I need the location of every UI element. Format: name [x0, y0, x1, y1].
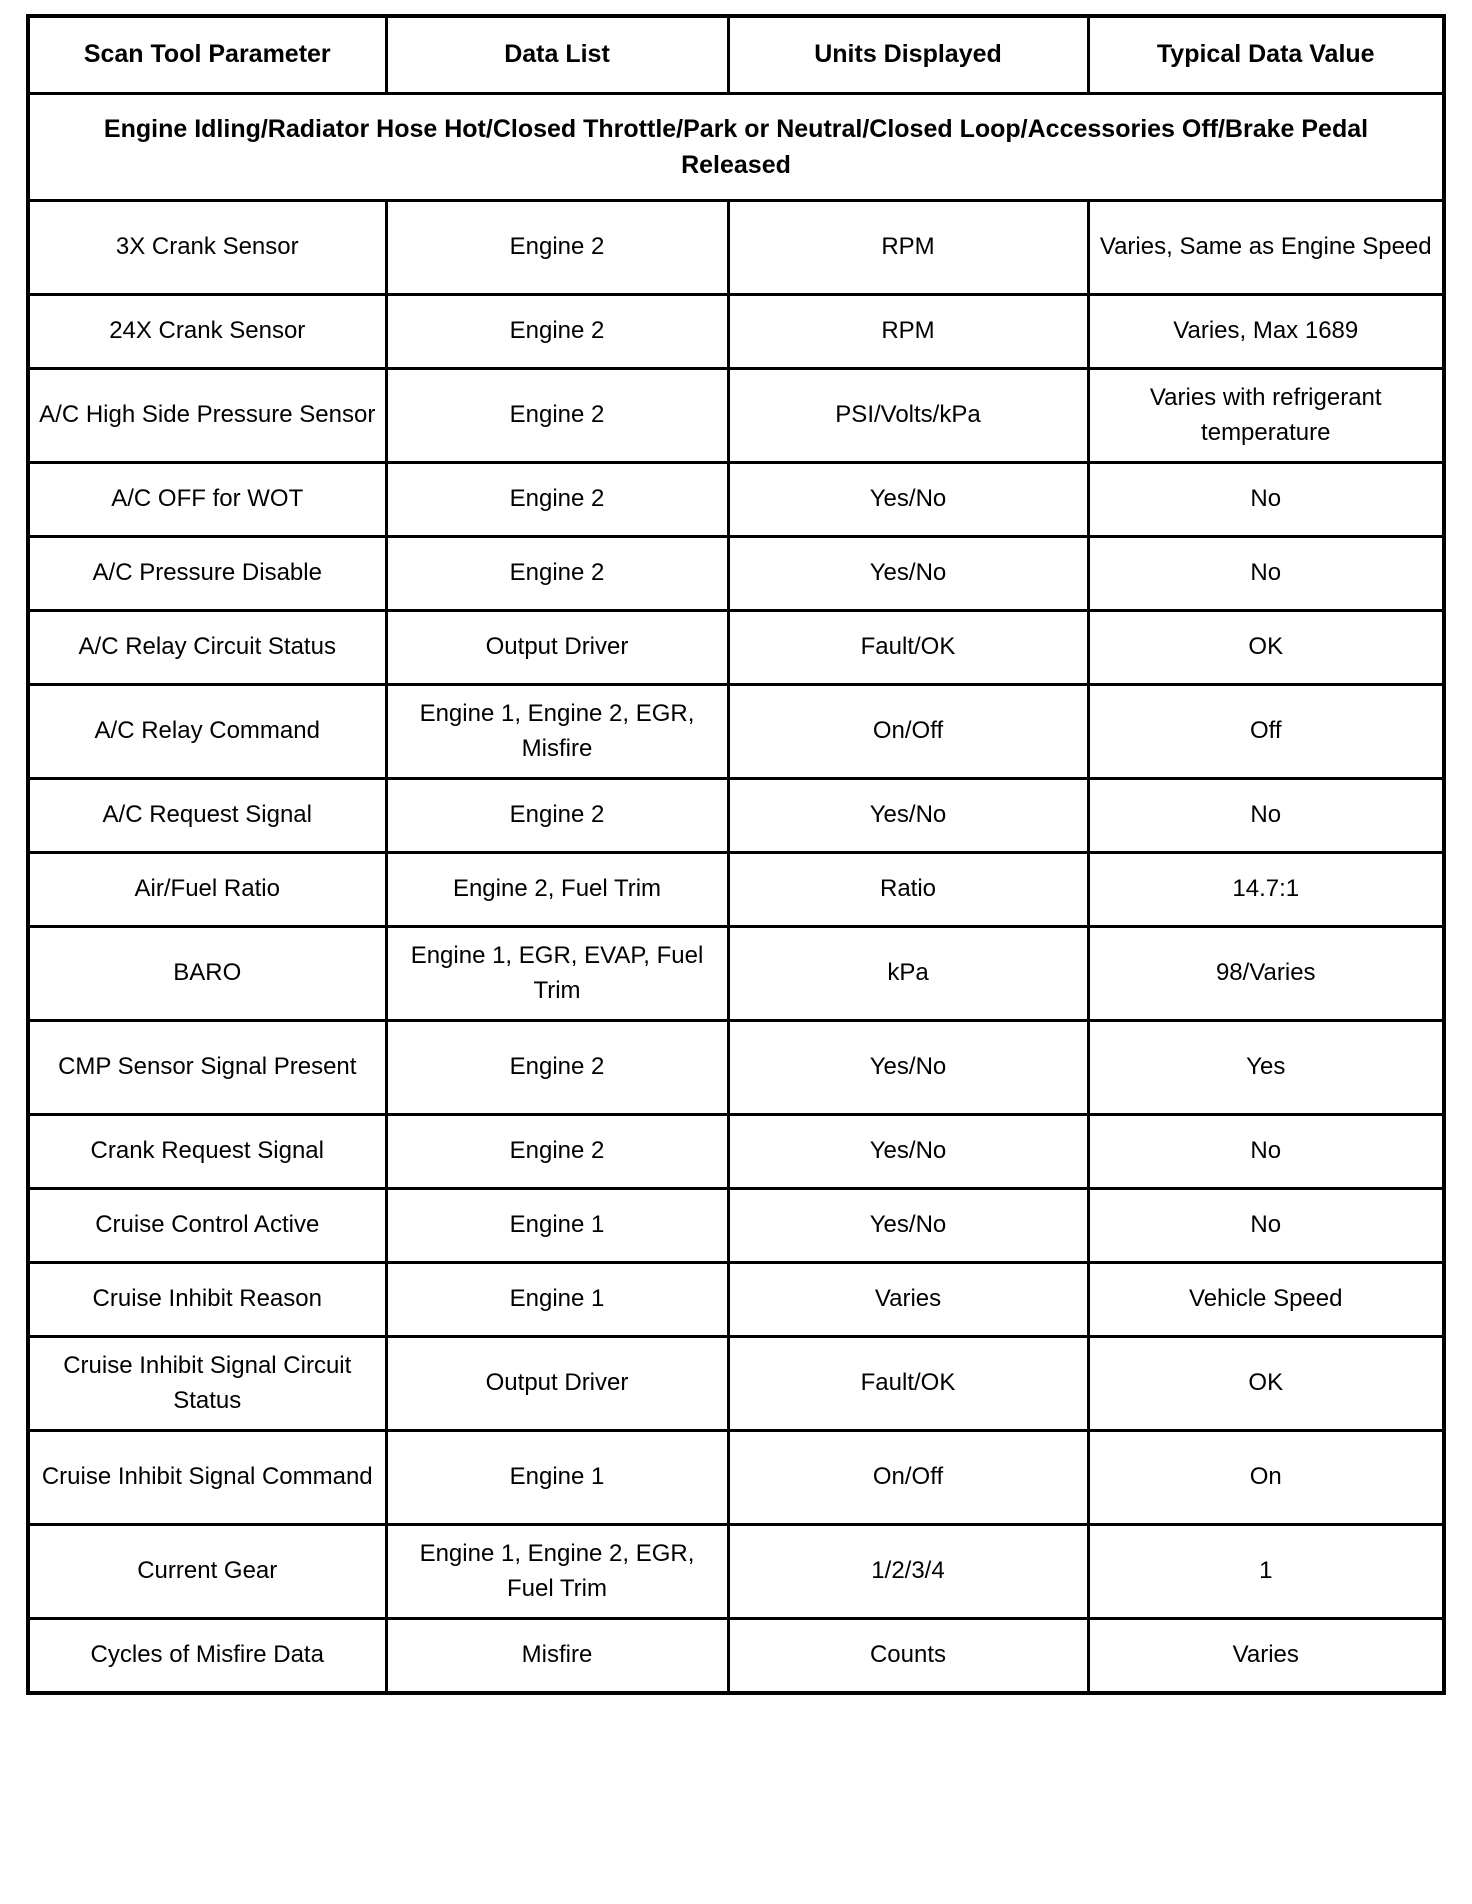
cell-units: On/Off — [728, 685, 1088, 779]
cell-parameter: A/C Pressure Disable — [28, 537, 386, 611]
cell-units: Fault/OK — [728, 1337, 1088, 1431]
cell-parameter: 24X Crank Sensor — [28, 295, 386, 369]
cell-parameter: CMP Sensor Signal Present — [28, 1021, 386, 1115]
table-row — [28, 853, 1444, 927]
cell-data-list: Engine 2 — [386, 463, 728, 537]
cell-units: On/Off — [728, 1431, 1088, 1525]
table-header — [28, 16, 1444, 94]
cell-value: Yes — [1088, 1021, 1444, 1115]
cell-value: No — [1088, 463, 1444, 537]
cell-data-list: Engine 2 — [386, 201, 728, 295]
cell-data-list: Engine 2 — [386, 295, 728, 369]
table-row — [28, 1525, 1444, 1619]
cell-units: Yes/No — [728, 779, 1088, 853]
table-body — [28, 94, 1444, 1693]
cell-value: Varies with refrigerant temperature — [1088, 369, 1444, 463]
cell-value: Varies, Max 1689 — [1088, 295, 1444, 369]
cell-parameter: A/C Relay Command — [28, 685, 386, 779]
table-row — [28, 537, 1444, 611]
section-title-row — [28, 94, 1444, 201]
cell-units: RPM — [728, 201, 1088, 295]
cell-data-list: Engine 1, Engine 2, EGR, Misfire — [386, 685, 728, 779]
cell-data-list: Engine 2 — [386, 779, 728, 853]
cell-parameter: Cruise Control Active — [28, 1189, 386, 1263]
cell-value: No — [1088, 1115, 1444, 1189]
table-row — [28, 1263, 1444, 1337]
cell-units: Counts — [728, 1619, 1088, 1693]
cell-parameter: Cruise Inhibit Reason — [28, 1263, 386, 1337]
table-row — [28, 611, 1444, 685]
cell-value: OK — [1088, 1337, 1444, 1431]
table-row — [28, 685, 1444, 779]
cell-units: Yes/No — [728, 1189, 1088, 1263]
cell-value: Off — [1088, 685, 1444, 779]
cell-units: Yes/No — [728, 1115, 1088, 1189]
cell-value: On — [1088, 1431, 1444, 1525]
table-row — [28, 369, 1444, 463]
cell-units: PSI/Volts/kPa — [728, 369, 1088, 463]
cell-parameter: BARO — [28, 927, 386, 1021]
cell-parameter: A/C High Side Pressure Sensor — [28, 369, 386, 463]
cell-value: 98/Varies — [1088, 927, 1444, 1021]
column-header-data-list: Data List — [386, 16, 728, 94]
cell-parameter: Crank Request Signal — [28, 1115, 386, 1189]
column-header-typical-data-value: Typical Data Value — [1088, 16, 1444, 94]
section-title: Engine Idling/Radiator Hose Hot/Closed Throttle/Park or Neutral/Closed Loop/Accessories Off/Brake Pedal Released — [28, 94, 1444, 201]
table-row — [28, 295, 1444, 369]
cell-parameter: A/C Relay Circuit Status — [28, 611, 386, 685]
cell-value: No — [1088, 537, 1444, 611]
table-row — [28, 1021, 1444, 1115]
cell-parameter: A/C Request Signal — [28, 779, 386, 853]
cell-data-list: Misfire — [386, 1619, 728, 1693]
cell-value: No — [1088, 1189, 1444, 1263]
table-row — [28, 463, 1444, 537]
cell-data-list: Engine 1 — [386, 1189, 728, 1263]
cell-parameter: Cruise Inhibit Signal Command — [28, 1431, 386, 1525]
cell-value: OK — [1088, 611, 1444, 685]
cell-units: Ratio — [728, 853, 1088, 927]
cell-data-list: Engine 2, Fuel Trim — [386, 853, 728, 927]
cell-units: Yes/No — [728, 463, 1088, 537]
cell-units: kPa — [728, 927, 1088, 1021]
cell-parameter: Cruise Inhibit Signal Circuit Status — [28, 1337, 386, 1431]
cell-data-list: Engine 1, Engine 2, EGR, Fuel Trim — [386, 1525, 728, 1619]
cell-data-list: Output Driver — [386, 611, 728, 685]
cell-data-list: Engine 2 — [386, 1021, 728, 1115]
cell-value: 1 — [1088, 1525, 1444, 1619]
table-row — [28, 1431, 1444, 1525]
table-row — [28, 779, 1444, 853]
table-row — [28, 201, 1444, 295]
cell-value: Vehicle Speed — [1088, 1263, 1444, 1337]
cell-units: Yes/No — [728, 1021, 1088, 1115]
cell-data-list: Output Driver — [386, 1337, 728, 1431]
table-row — [28, 927, 1444, 1021]
cell-data-list: Engine 1 — [386, 1263, 728, 1337]
cell-value: 14.7:1 — [1088, 853, 1444, 927]
column-header-units-displayed: Units Displayed — [728, 16, 1088, 94]
cell-units: Fault/OK — [728, 611, 1088, 685]
cell-parameter: Air/Fuel Ratio — [28, 853, 386, 927]
cell-units: Varies — [728, 1263, 1088, 1337]
table-row — [28, 1619, 1444, 1693]
cell-parameter: Current Gear — [28, 1525, 386, 1619]
cell-data-list: Engine 2 — [386, 369, 728, 463]
header-row — [28, 16, 1444, 94]
column-header-scan-tool-parameter: Scan Tool Parameter — [28, 16, 386, 94]
cell-units: RPM — [728, 295, 1088, 369]
cell-data-list: Engine 1, EGR, EVAP, Fuel Trim — [386, 927, 728, 1021]
table-row — [28, 1337, 1444, 1431]
cell-data-list: Engine 2 — [386, 1115, 728, 1189]
cell-units: Yes/No — [728, 537, 1088, 611]
cell-value: No — [1088, 779, 1444, 853]
cell-parameter: A/C OFF for WOT — [28, 463, 386, 537]
cell-units: 1/2/3/4 — [728, 1525, 1088, 1619]
table-row — [28, 1189, 1444, 1263]
cell-value: Varies, Same as Engine Speed — [1088, 201, 1444, 295]
scan-tool-parameter-table — [26, 14, 1446, 1695]
cell-data-list: Engine 1 — [386, 1431, 728, 1525]
table-row — [28, 1115, 1444, 1189]
cell-parameter: 3X Crank Sensor — [28, 201, 386, 295]
cell-parameter: Cycles of Misfire Data — [28, 1619, 386, 1693]
cell-data-list: Engine 2 — [386, 537, 728, 611]
cell-value: Varies — [1088, 1619, 1444, 1693]
